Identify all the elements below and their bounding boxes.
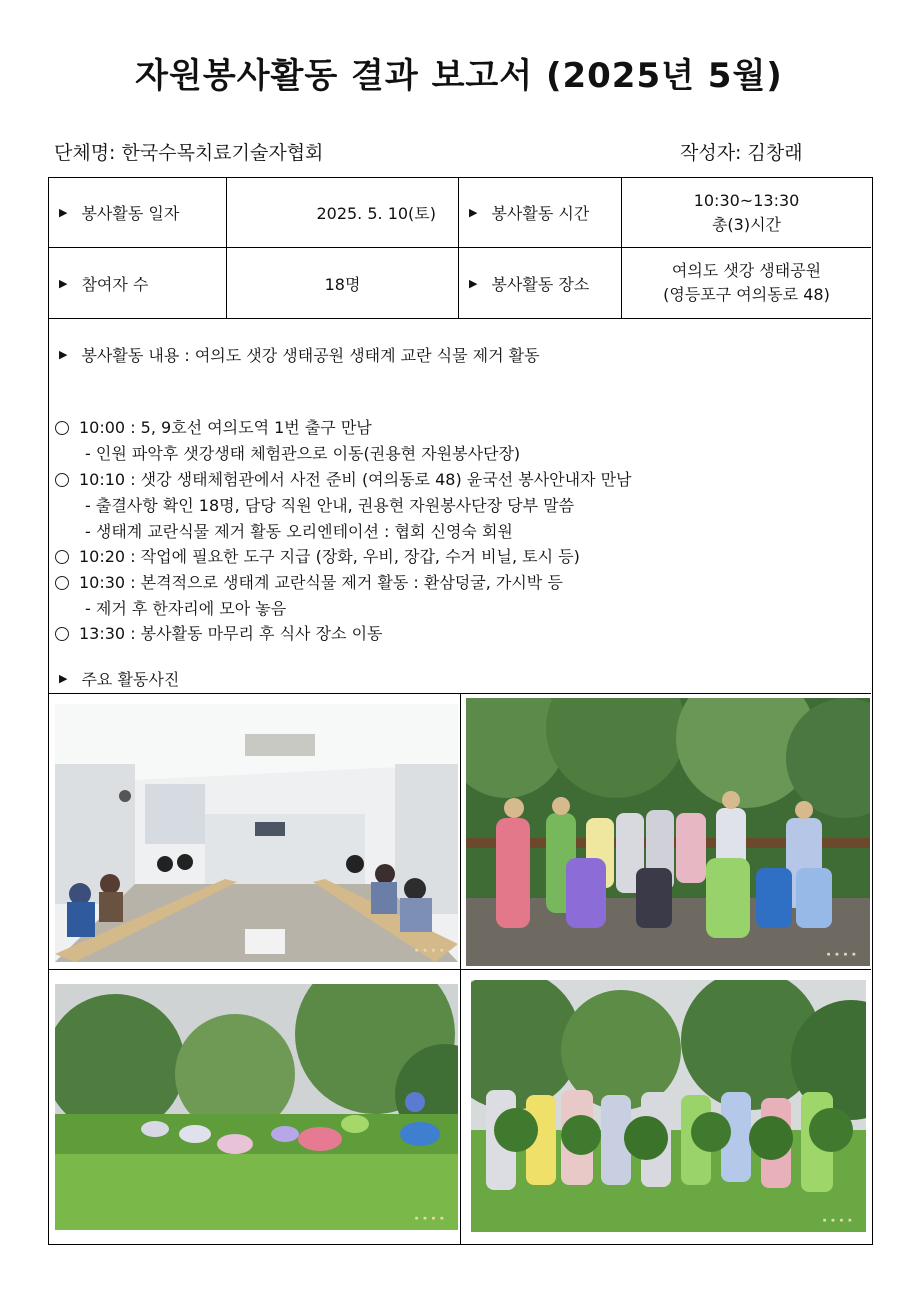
bullet-arrow-icon: ▶ xyxy=(59,206,68,219)
photo-group-with-weeds xyxy=(471,980,866,1232)
time-label: 봉사활동 시간 xyxy=(491,204,590,223)
schedule-item: 10:10 : 샛강 생태체험관에서 사전 준비 (여의동로 48) 윤국선 봉사안내자 만남 xyxy=(55,467,632,490)
photo-timestamp: ▪ ▪ ▪ ▪ xyxy=(826,950,856,958)
organization-name: 단체명: 한국수목치료기술자협회 xyxy=(54,142,324,164)
circle-bullet-icon xyxy=(55,421,69,435)
place-name: 여의도 샛강 생태공원 xyxy=(671,261,822,280)
photo-cell-bottom-right xyxy=(461,970,871,1244)
report-frame xyxy=(48,177,873,1245)
bullet-arrow-icon: ▶ xyxy=(469,206,478,219)
date-value: 2025. 5. 10(토) xyxy=(316,204,436,223)
photo-cell-bottom-left xyxy=(49,970,461,1244)
harvest-illustration xyxy=(471,980,866,1232)
participants-value-cell xyxy=(227,248,459,319)
date-label: 봉사활동 일자 xyxy=(81,204,180,223)
time-label-cell xyxy=(459,178,622,248)
photo-timestamp: ▪ ▪ ▪ ▪ xyxy=(414,946,444,954)
bullet-arrow-icon: ▶ xyxy=(469,276,478,290)
schedule-item: 10:00 : 5, 9호선 여의도역 1번 출구 만남 xyxy=(55,415,372,438)
photo-group-raincoats xyxy=(466,698,870,966)
photo-cell-top-left xyxy=(49,694,461,970)
photo-timestamp: ▪ ▪ ▪ ▪ xyxy=(414,1214,444,1222)
bullet-arrow-icon: ▶ xyxy=(59,348,68,361)
bullet-arrow-icon: ▶ xyxy=(59,276,68,290)
schedule-item: - 생태계 교란식물 제거 활동 오리엔테이션 : 협회 신영숙 회원 xyxy=(85,522,513,541)
schedule-item: 10:20 : 작업에 필요한 도구 지급 (장화, 우비, 장갑, 수거 비닐, 토시 등) xyxy=(55,544,580,567)
weeding-illustration xyxy=(55,984,458,1230)
bullet-arrow-icon: ▶ xyxy=(59,672,68,685)
circle-bullet-icon xyxy=(55,473,69,487)
schedule-item: - 제거 후 한자리에 모아 놓음 xyxy=(85,599,287,618)
room-illustration xyxy=(55,704,458,962)
circle-bullet-icon xyxy=(55,576,69,590)
schedule-item: - 출결사항 확인 18명, 담당 직원 안내, 권용현 자원봉사단장 당부 말씀 xyxy=(85,496,575,515)
participants-label-cell xyxy=(49,248,227,319)
date-label-cell xyxy=(49,178,227,248)
group-photo-illustration xyxy=(466,698,870,966)
participants-value: 18명 xyxy=(324,274,361,294)
activity-content xyxy=(49,319,871,694)
place-label: 봉사활동 장소 xyxy=(491,274,590,294)
place-label-cell xyxy=(459,248,622,319)
photo-weeding-field xyxy=(55,984,458,1230)
time-value-cell xyxy=(622,178,871,248)
schedule-item: - 인원 파악후 샛강생태 체험관으로 이동(권용현 자원봉사단장) xyxy=(85,444,521,463)
content-heading xyxy=(59,343,540,366)
date-value-cell xyxy=(227,178,459,248)
content-heading-text: 봉사활동 내용 : 여의도 샛강 생태공원 생태계 교란 식물 제거 활동 xyxy=(81,346,540,365)
time-range: 10:30~13:30 xyxy=(693,190,800,210)
circle-bullet-icon xyxy=(55,550,69,564)
place-address: (영등포구 여의동로 48) xyxy=(663,285,830,304)
place-value-cell xyxy=(622,248,871,319)
photo-column-divider xyxy=(460,694,461,1244)
photos-heading xyxy=(59,667,179,690)
photo-cell-top-right xyxy=(461,694,871,970)
report-title: 자원봉사활동 결과 보고서 (2025년 5월) xyxy=(135,56,783,96)
schedule-item: 10:30 : 본격적으로 생태계 교란식물 제거 활동 : 환삼덩굴, 가시박 등 xyxy=(55,570,563,593)
photos-heading-text: 주요 활동사진 xyxy=(81,670,180,689)
author-name: 작성자: 김창래 xyxy=(680,142,803,164)
circle-bullet-icon xyxy=(55,627,69,641)
photo-orientation-room xyxy=(55,704,458,962)
photo-timestamp: ▪ ▪ ▪ ▪ xyxy=(822,1216,852,1224)
participants-label: 참여자 수 xyxy=(81,274,149,294)
schedule-item: 13:30 : 봉사활동 마무리 후 식사 장소 이동 xyxy=(55,621,383,644)
time-total: 총(3)시간 xyxy=(711,214,782,234)
